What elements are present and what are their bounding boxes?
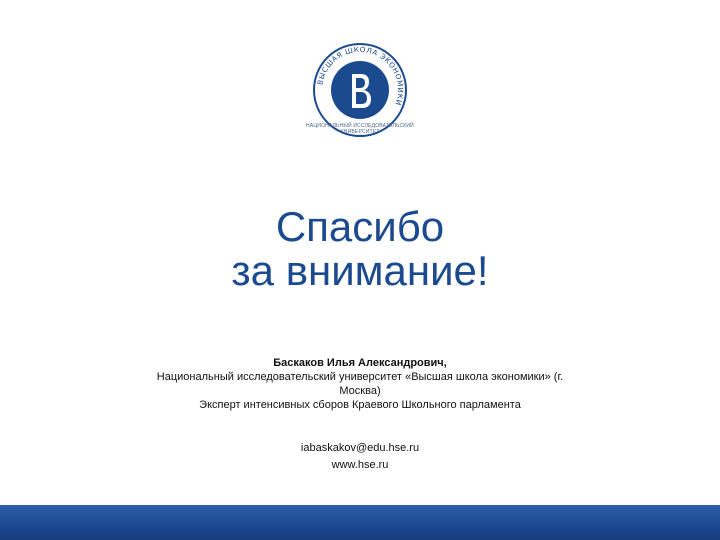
author-info [130,356,590,412]
author-affiliation-line-1: Национальный исследовательский университет «Высшая школа экономики» (г. [156,371,564,383]
title-line-1: Спасибо [275,203,445,250]
author-name: Баскаков Илья Александрович, [273,357,447,369]
logo-caption-line: НАЦИОНАЛЬНЫЙ ИССЛЕДОВАТЕЛЬСКИЙ [306,123,414,129]
email-link[interactable]: iabaskakov@edu.hse.ru [300,442,420,454]
website-link[interactable]: www.hse.ru [331,459,389,471]
logo-caption [290,123,430,135]
logo-caption-line: УНИВЕРСИТЕТ [340,129,380,135]
slide-title [0,205,720,293]
footer-bar [0,505,720,540]
logo-ring-text: ВЫСШАЯ ШКОЛА ЭКОНОМИКИ [315,44,406,107]
author-role: Эксперт интенсивных сборов Краевого Школьного парламента [199,399,521,411]
author-affiliation-line-2: Москва) [339,385,381,397]
contacts [200,440,520,474]
title-line-2: за внимание! [231,247,489,294]
